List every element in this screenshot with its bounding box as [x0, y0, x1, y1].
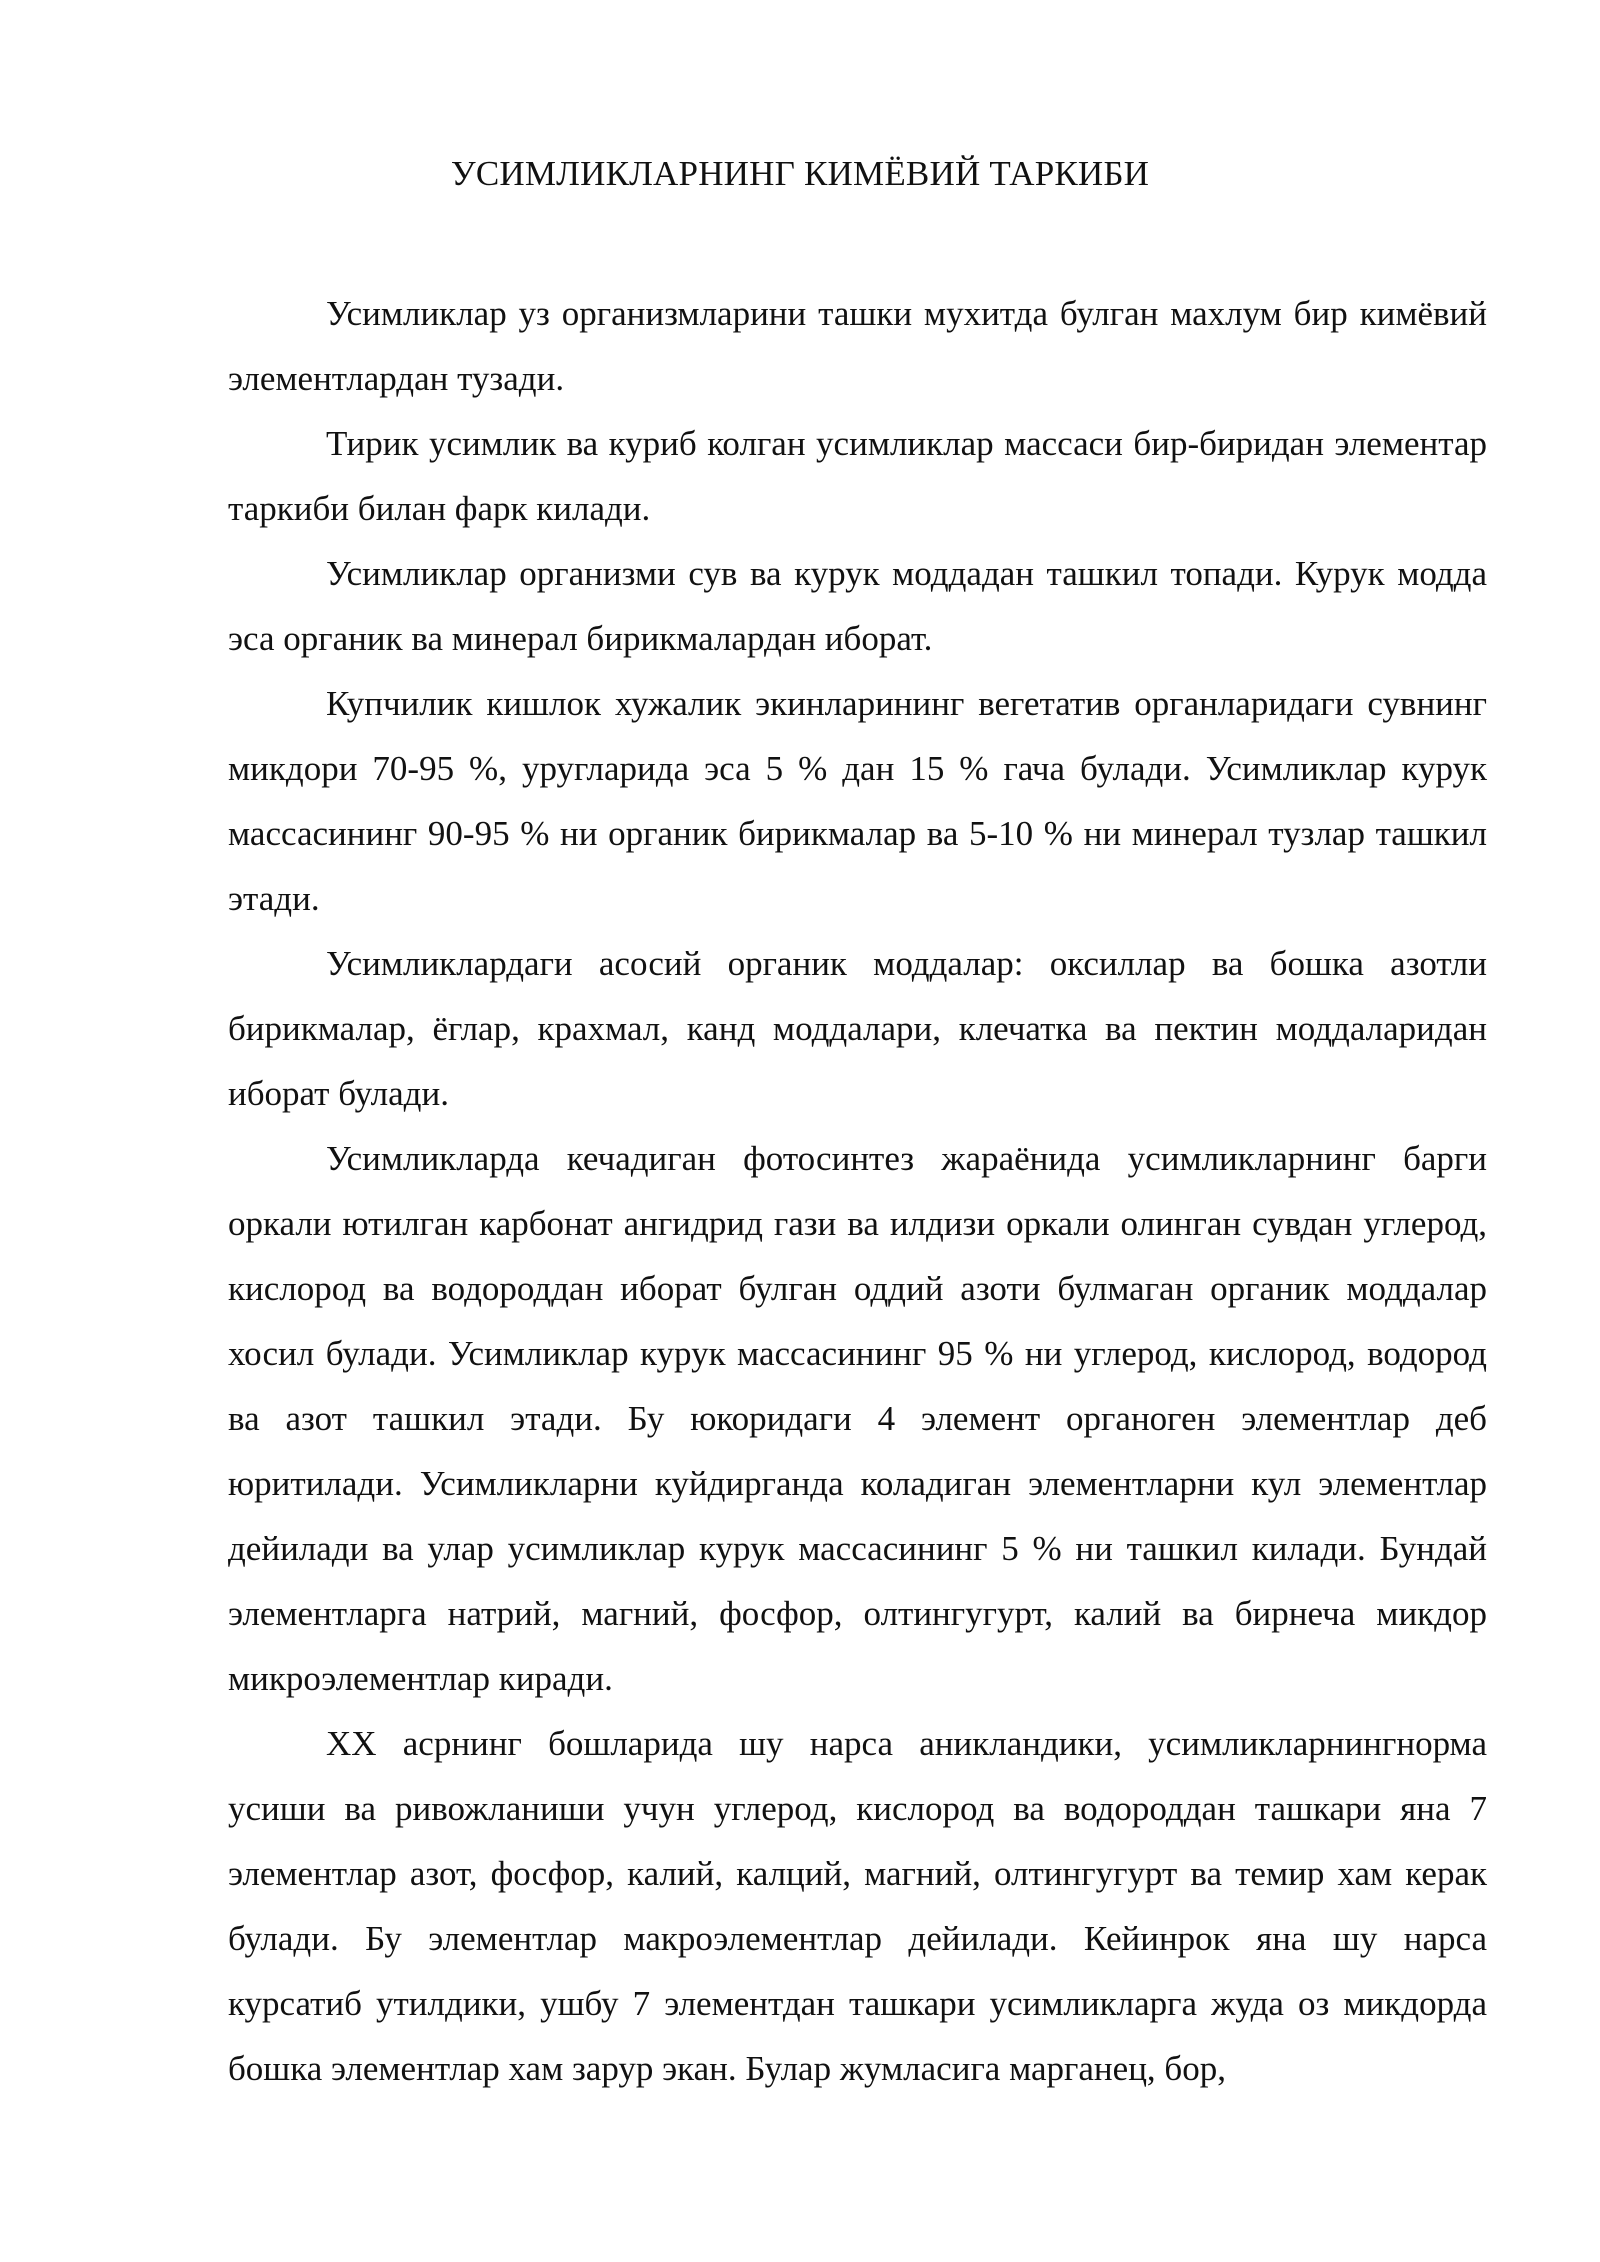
document-body [228, 281, 1487, 2101]
paragraph-3: Усимликлар организми сув ва курук моддадан ташкил топади. Курук модда эса органик ва минерал бирикмалардан иборат. [228, 554, 1487, 658]
paragraph-2: Тирик усимлик ва куриб колган усимликлар массаси бир-биридан элементар таркиби билан фарк килади. [228, 424, 1487, 528]
paragraph-7: XX асрнинг бошларида шу нарса аникландики, усимликларнингнорма усиши ва ривожланиши учун углерод, кислород ва водороддан ташкари яна 7 элементлар азот, фосфор, калий, калций, магний, олтингугурт ва темир хам керак булади. Бу элементлар макроэлементлар дейилади. Кейинрок яна шу нарса курсатиб утилдики, ушбу 7 элементдан ташкари усимликларга жуда оз микдорда бошка элементлар хам зарур экан. Булар жумласига марганец, бор, [228, 1724, 1487, 2088]
paragraph-4: Купчилик кишлок хужалик экинларининг вегетатив органларидаги сувнинг микдори 70-95 %, уругларида эса 5 % дан 15 % гача булади. Усимликлар курук массасининг 90-95 % ни органик бирикмалар ва 5-10 % ни минерал тузлар ташкил этади. [228, 684, 1487, 918]
page-title: УСИМЛИКЛАРНИНГ КИМЁВИЙ ТАРКИБИ [450, 154, 1150, 193]
paragraph-6: Усимликларда кечадиган фотосинтез жараёнида усимликларнинг барги оркали ютилган карбонат ангидрид гази ва илдизи оркали олинган сувдан углерод, кислород ва водороддан иборат булган оддий азоти булмаган органик моддалар хосил булади. Усимликлар курук массасининг 95 % ни углерод, кислород, водород ва азот ташкил этади. Бу юкоридаги 4 элемент органоген элементлар деб юритилади. Усимликларни куйдирганда коладиган элементларни кул элементлар дейилади ва улар усимликлар курук массасининг 5 % ни ташкил килади. Бундай элементларга натрий, магний, фосфор, олтингугурт, калий ва бирнеча микдор микроэлементлар киради. [228, 1139, 1487, 1698]
paragraph-1: Усимликлар уз организмларини ташки мухитда булган махлум бир кимёвий элементлардан тузади. [228, 294, 1487, 398]
paragraph-5: Усимликлардаги асосий органик моддалар: оксиллар ва бошка азотли бирикмалар, ёглар, крахмал, канд моддалари, клечатка ва пектин моддаларидан иборат булади. [228, 944, 1487, 1113]
